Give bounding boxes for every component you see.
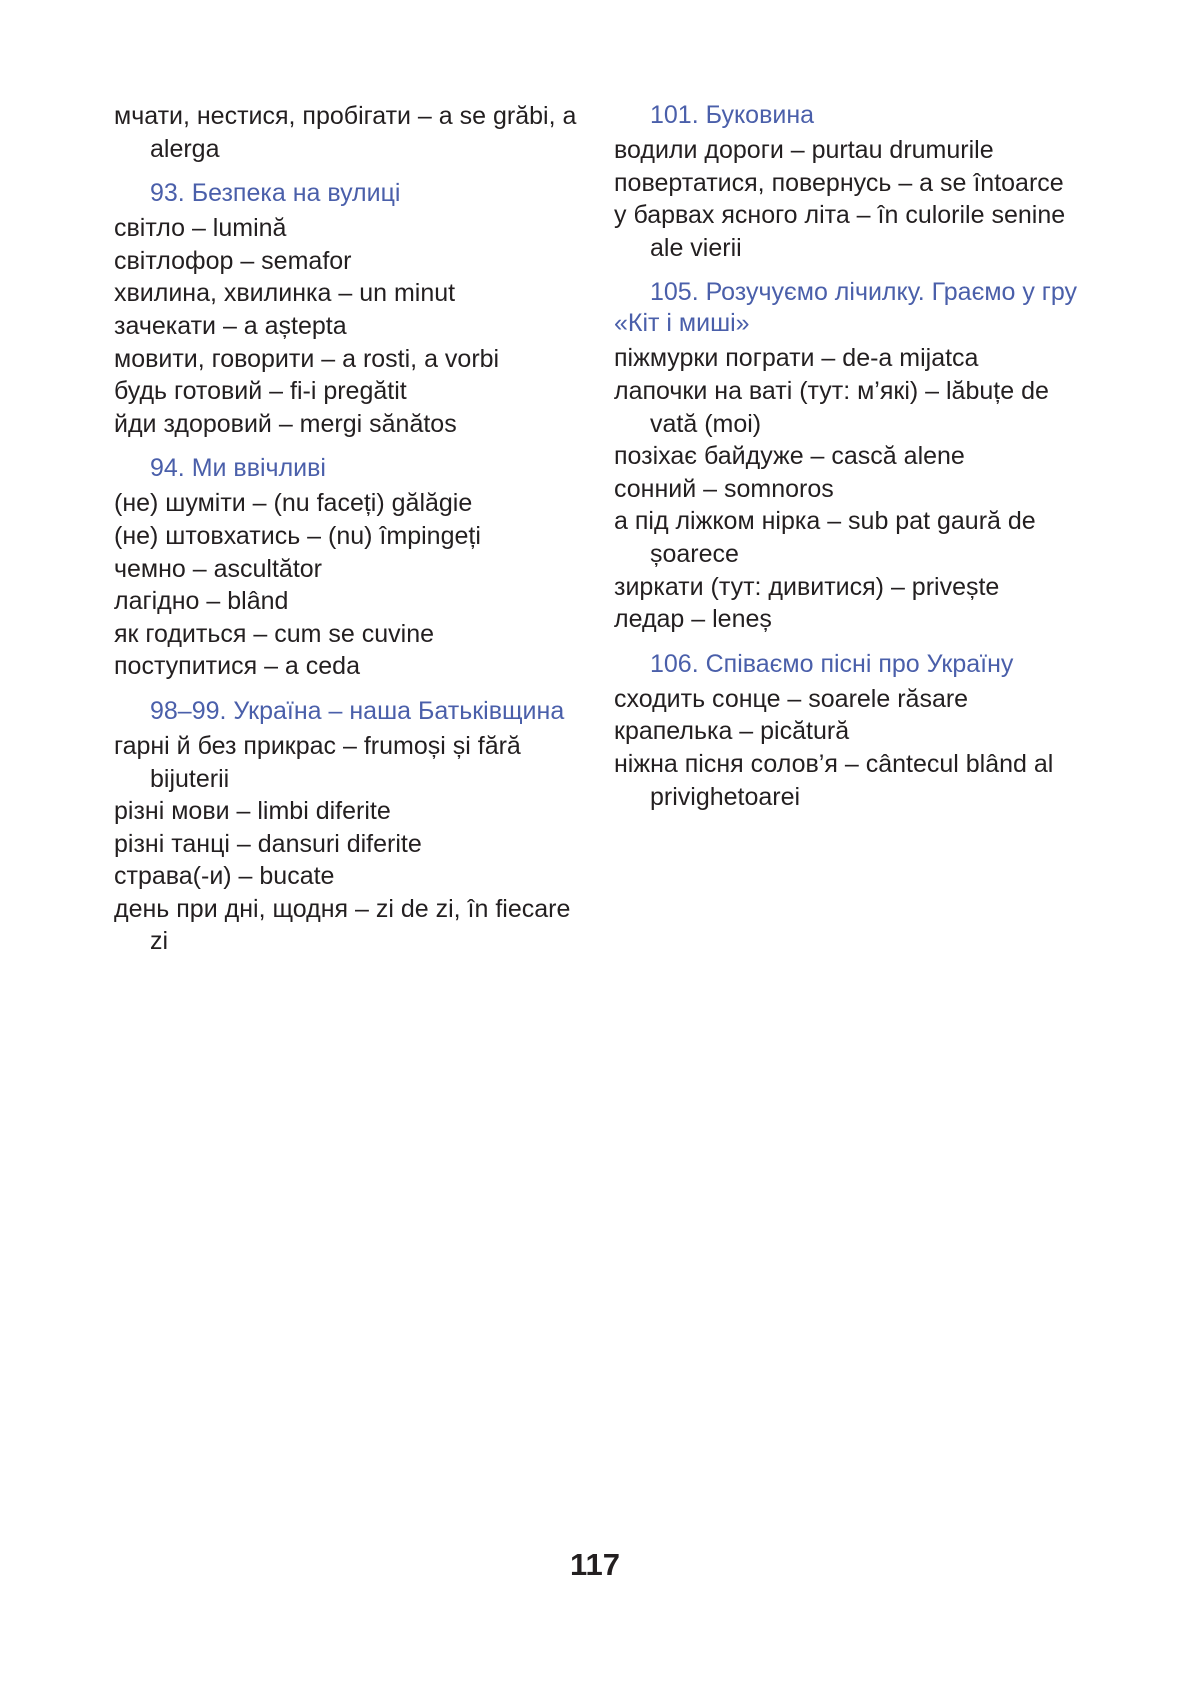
- glossary-entry: зачекати – a aștepta: [114, 311, 347, 340]
- section-heading: 94. Ми ввічливі: [150, 454, 326, 483]
- glossary-entry: лапочки на ваті (тут: м’які) – lăbuțe de vată (moi): [614, 376, 1049, 438]
- glossary-entry: різні мови – limbi diferite: [114, 797, 391, 826]
- glossary-entry: ледар – leneș: [614, 605, 772, 634]
- section-heading: 105. Розучуємо лічилку. Граємо у гру «Кіт і миші»: [614, 278, 1078, 338]
- section-105: [614, 277, 1094, 635]
- glossary-entry: (не) шуміти – (nu faceți) gălăgie: [114, 489, 473, 518]
- section-94: [114, 453, 589, 683]
- left-column: [114, 100, 589, 958]
- glossary-entry: повертатися, повернусь – a se întoarce: [614, 168, 1064, 197]
- glossary-entry: йди здоровий – mergi sănătos: [114, 409, 457, 438]
- glossary-entry: у барвах ясного літа – în culorile senine ale vierii: [614, 201, 1066, 262]
- section-101: [614, 100, 1094, 264]
- glossary-entry: поступитися – a ceda: [114, 652, 360, 681]
- section-93: [114, 178, 589, 440]
- section-heading: 101. Буковина: [650, 101, 815, 129]
- intro-section: [114, 100, 589, 165]
- glossary-entry: позіхає байдуже – cască alene: [614, 442, 965, 471]
- glossary-entry: як годиться – cum se cuvine: [114, 619, 434, 648]
- glossary-entry: ніжна пісня солов’я – cântecul blând al privighetoarei: [614, 749, 1054, 811]
- glossary-entry: мовити, говорити – a rosti, a vorbi: [114, 344, 500, 373]
- glossary-entry: світлофор – semafor: [114, 246, 352, 275]
- section-heading: 106. Співаємо пісні про Україну: [650, 649, 1014, 678]
- section-106: [614, 649, 1094, 813]
- glossary-entry: світло – lumină: [114, 214, 287, 243]
- glossary-entry: піжмурки пограти – de-a mijatca: [614, 344, 979, 373]
- glossary-entry: зиркати (тут: дивитися) – privește: [614, 572, 1000, 601]
- glossary-entry: крапелька – picătură: [614, 717, 850, 746]
- right-column: [614, 100, 1094, 813]
- glossary-entry: страва(-и) – bucate: [114, 862, 335, 891]
- glossary-entry: сходить сонце – soarele răsare: [614, 684, 969, 713]
- page-number: 117: [569, 1547, 620, 1582]
- section-heading: 98–99. Україна – наша Батьківщина: [150, 696, 565, 725]
- glossary-entry: лагідно – blând: [114, 587, 289, 616]
- glossary-entry: а під ліжком нірка – sub pat gaură de șoarece: [614, 507, 1036, 568]
- section-heading: 93. Безпека на вулиці: [150, 179, 401, 208]
- glossary-entry: гарні й без прикрас – frumoși și fără bijuterii: [114, 731, 521, 793]
- glossary-entry: мчати, нестися, пробігати – a se grăbi, a alerga: [114, 102, 577, 163]
- glossary-entry: різні танці – dansuri diferite: [114, 829, 422, 858]
- glossary-entry: хвилина, хвилинка – un minut: [114, 279, 456, 308]
- glossary-entry: чемно – ascultător: [114, 554, 323, 583]
- glossary-entry: будь готовий – fi-i pregătit: [114, 377, 407, 406]
- glossary-entry: день при дні, щодня – zi de zi, în fiecare zi: [114, 894, 571, 956]
- glossary-entry: водили дороги – purtau drumurile: [614, 136, 994, 164]
- glossary-entry: сонний – somnoros: [614, 474, 834, 503]
- section-98-99: [114, 696, 589, 958]
- glossary-entry: (не) штовхатись – (nu) împingeți: [114, 521, 481, 550]
